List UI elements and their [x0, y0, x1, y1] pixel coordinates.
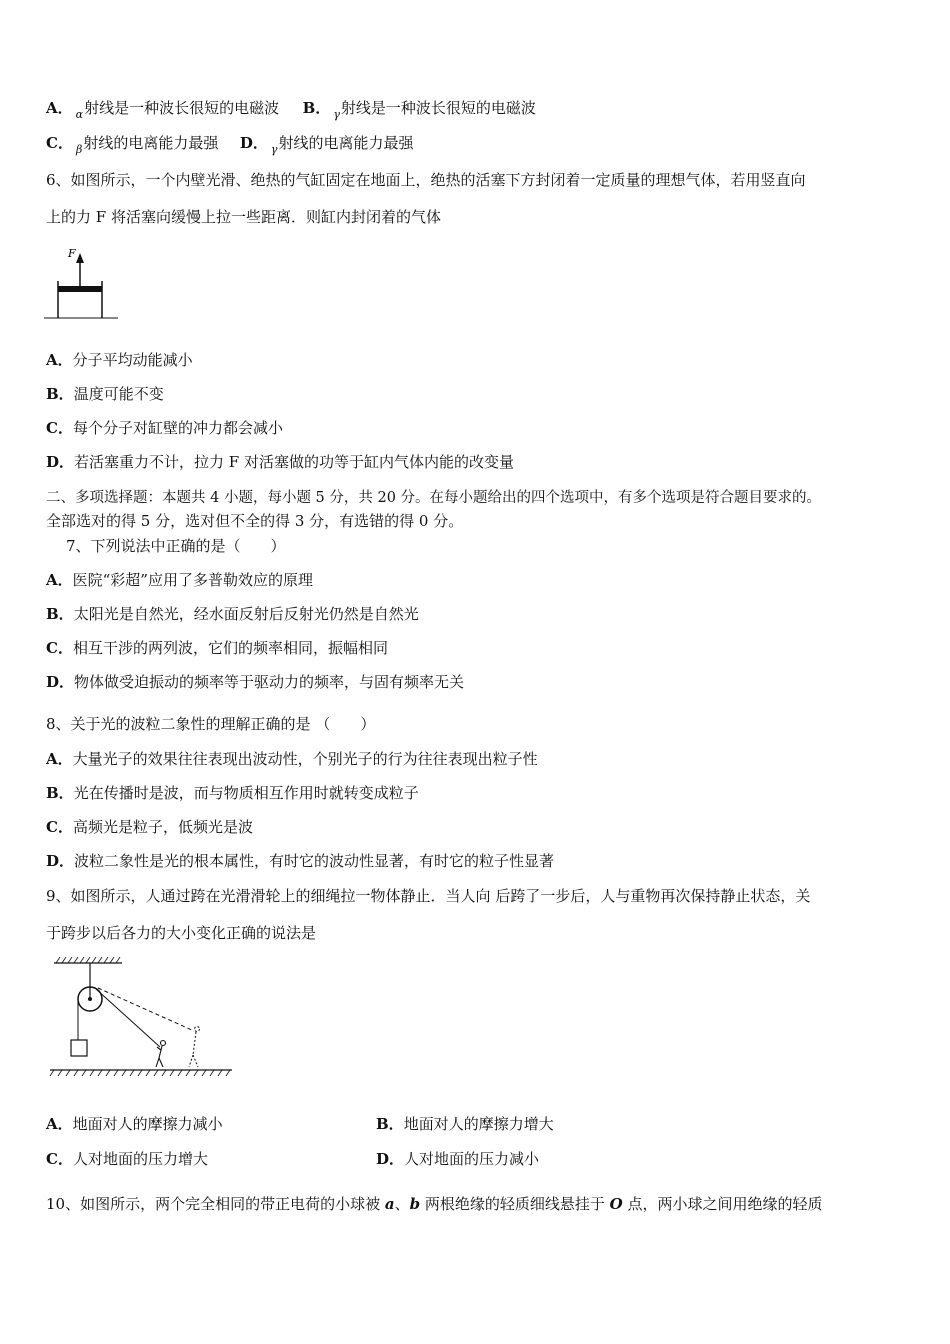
- option-letter: B．: [46, 605, 74, 623]
- option-letter: C．: [46, 1150, 73, 1168]
- q9-option-b: [376, 1114, 554, 1134]
- piston-cylinder-figure: [44, 243, 124, 323]
- q7-option-d: [46, 672, 464, 692]
- piston: [58, 286, 102, 292]
- q9-option-d: [376, 1149, 539, 1169]
- q5-option-row-2: [46, 133, 414, 155]
- option-text: 相互干涉的两列波，它们的频率相同，振幅相同: [72, 639, 388, 657]
- q8-option-b: [46, 783, 419, 803]
- q10-stem-part-2: 两根绝缘的轻质细线悬挂于: [420, 1195, 610, 1213]
- option-text: 物体做受迫振动的频率等于驱动力的频率，与固有频率无关: [74, 673, 465, 691]
- option-letter: D．: [46, 673, 75, 691]
- option-letter: D．: [46, 453, 75, 471]
- section-2-heading-line-1: 二、多项选择题：本题共 4 小题，每小题 5 分，共 20 分。在每小题给出的四个选项中，有多个选项是符合题目要求的。: [46, 490, 822, 506]
- q5-option-b-text: 射线是一种波长很短的电磁波: [340, 99, 536, 117]
- q9-option-c: [46, 1149, 208, 1169]
- q10-ball-b: b: [409, 1195, 421, 1213]
- option-letter: A．: [46, 571, 73, 589]
- q8-option-c: [46, 817, 253, 837]
- ground-hatch: [50, 1070, 230, 1076]
- option-text: 分子平均动能减小: [72, 351, 193, 369]
- option-letter: C．: [46, 419, 73, 437]
- q5-option-d-letter: D．: [239, 134, 268, 152]
- section-2-heading-line-2: 全部选对的得 5 分，选对但不全的得 3 分，有选错的得 0 分。: [46, 512, 464, 530]
- option-text: 若活塞重力不计，拉力 F 对活塞做的功等于缸内气体内能的改变量: [74, 453, 514, 471]
- q9-stem-line-1: 9、如图所示，人通过跨在光滑滑轮上的细绳拉一物体静止．当人向 后跨了一步后，人与重物再次保持静止状态，关: [46, 887, 811, 905]
- q5-option-a-text: 射线是一种波长很短的电磁波: [84, 99, 280, 117]
- q7-option-c: [46, 638, 388, 658]
- option-text: 地面对人的摩擦力减小: [72, 1115, 223, 1133]
- hanging-weight: [71, 1040, 87, 1056]
- q5-option-b-symbol: γ: [333, 108, 340, 121]
- pulley-axle: [88, 997, 92, 1001]
- option-letter: B．: [46, 784, 74, 802]
- q5-option-c-symbol: β: [75, 143, 83, 156]
- q6-option-d: [46, 452, 514, 472]
- option-letter: B．: [46, 385, 74, 403]
- q7-option-a: [46, 570, 313, 590]
- q9-stem-line-2: 于跨步以后各力的大小变化正确的说法是: [46, 924, 317, 942]
- option-letter: B．: [376, 1115, 404, 1133]
- q10-stem-part-3: 点，两小球之间用绝缘的轻质: [622, 1195, 823, 1213]
- option-text: 高频光是粒子，低频光是波: [72, 818, 253, 836]
- option-text: 地面对人的摩擦力增大: [403, 1115, 554, 1133]
- q5-option-b-letter: B．: [302, 99, 331, 117]
- q6-stem-line-2: 上的力 F 将活塞向缓慢上拉一些距离．则缸内封闭着的气体: [46, 208, 441, 226]
- person-figure-after-step: [189, 1027, 200, 1068]
- q5-option-a-symbol: α: [75, 108, 84, 121]
- option-text: 医院“彩超”应用了多普勒效应的原理: [72, 571, 313, 589]
- option-text: 每个分子对缸壁的冲力都会减小: [72, 419, 283, 437]
- ceiling-hatch: [56, 957, 120, 963]
- q5-option-c-letter: C．: [46, 134, 73, 152]
- q7-option-b: [46, 604, 419, 624]
- option-text: 大量光子的效果往往表现出波动性，个别光子的行为往往表现出粒子性: [72, 750, 538, 768]
- option-letter: D．: [46, 852, 75, 870]
- q8-option-d: [46, 851, 554, 871]
- q10-stem: [46, 1194, 823, 1214]
- option-text: 人对地面的压力减小: [404, 1150, 540, 1168]
- rope-after-step: [98, 988, 194, 1031]
- q9-option-a: [46, 1114, 223, 1134]
- q10-separator: 、: [394, 1195, 410, 1213]
- option-letter: D．: [376, 1150, 405, 1168]
- option-letter: A．: [46, 1115, 73, 1133]
- force-arrow-head: [76, 253, 84, 263]
- q7-stem: 7、下列说法中正确的是（ ）: [66, 537, 286, 555]
- rope-to-man: [96, 989, 160, 1047]
- option-text: 波粒二象性是光的根本属性，有时它的波动性显著，有时它的粒子性显著: [74, 852, 555, 870]
- q8-stem: 8、关于光的波粒二象性的理解正确的是 （ ）: [46, 715, 376, 733]
- q10-stem-part-1: 10、如图所示，两个完全相同的带正电荷的小球被: [46, 1195, 385, 1213]
- q6-stem-line-1: 6、如图所示，一个内壁光滑、绝热的气缸固定在地面上，绝热的活塞下方封闭着一定质量的理想气体，若用竖直向: [46, 171, 806, 189]
- q10-ball-a: a: [384, 1195, 395, 1213]
- q8-option-a: [46, 749, 538, 769]
- q5-option-d-symbol: γ: [270, 143, 278, 156]
- option-letter: A．: [46, 351, 73, 369]
- q5-option-a-letter: A．: [46, 99, 73, 117]
- pulley-figure: [46, 955, 246, 1080]
- q5-option-row-1: [46, 98, 536, 120]
- option-text: 人对地面的压力增大: [72, 1150, 208, 1168]
- q10-point-o: O: [609, 1195, 623, 1213]
- q6-option-a: [46, 350, 193, 370]
- force-label: F: [68, 247, 76, 260]
- q6-option-c: [46, 418, 283, 438]
- option-text: 光在传播时是波，而与物质相互作用时就转变成粒子: [73, 784, 419, 802]
- option-text: 太阳光是自然光，经水面反射后反射光仍然是自然光: [73, 605, 419, 623]
- q5-option-d-text: 射线的电离能力最强: [278, 134, 414, 152]
- q6-option-b: [46, 384, 164, 404]
- option-text: 温度可能不变: [73, 385, 164, 403]
- q5-option-c-text: 射线的电离能力最强: [83, 134, 219, 152]
- option-letter: C．: [46, 818, 73, 836]
- option-letter: C．: [46, 639, 73, 657]
- option-letter: A．: [46, 750, 73, 768]
